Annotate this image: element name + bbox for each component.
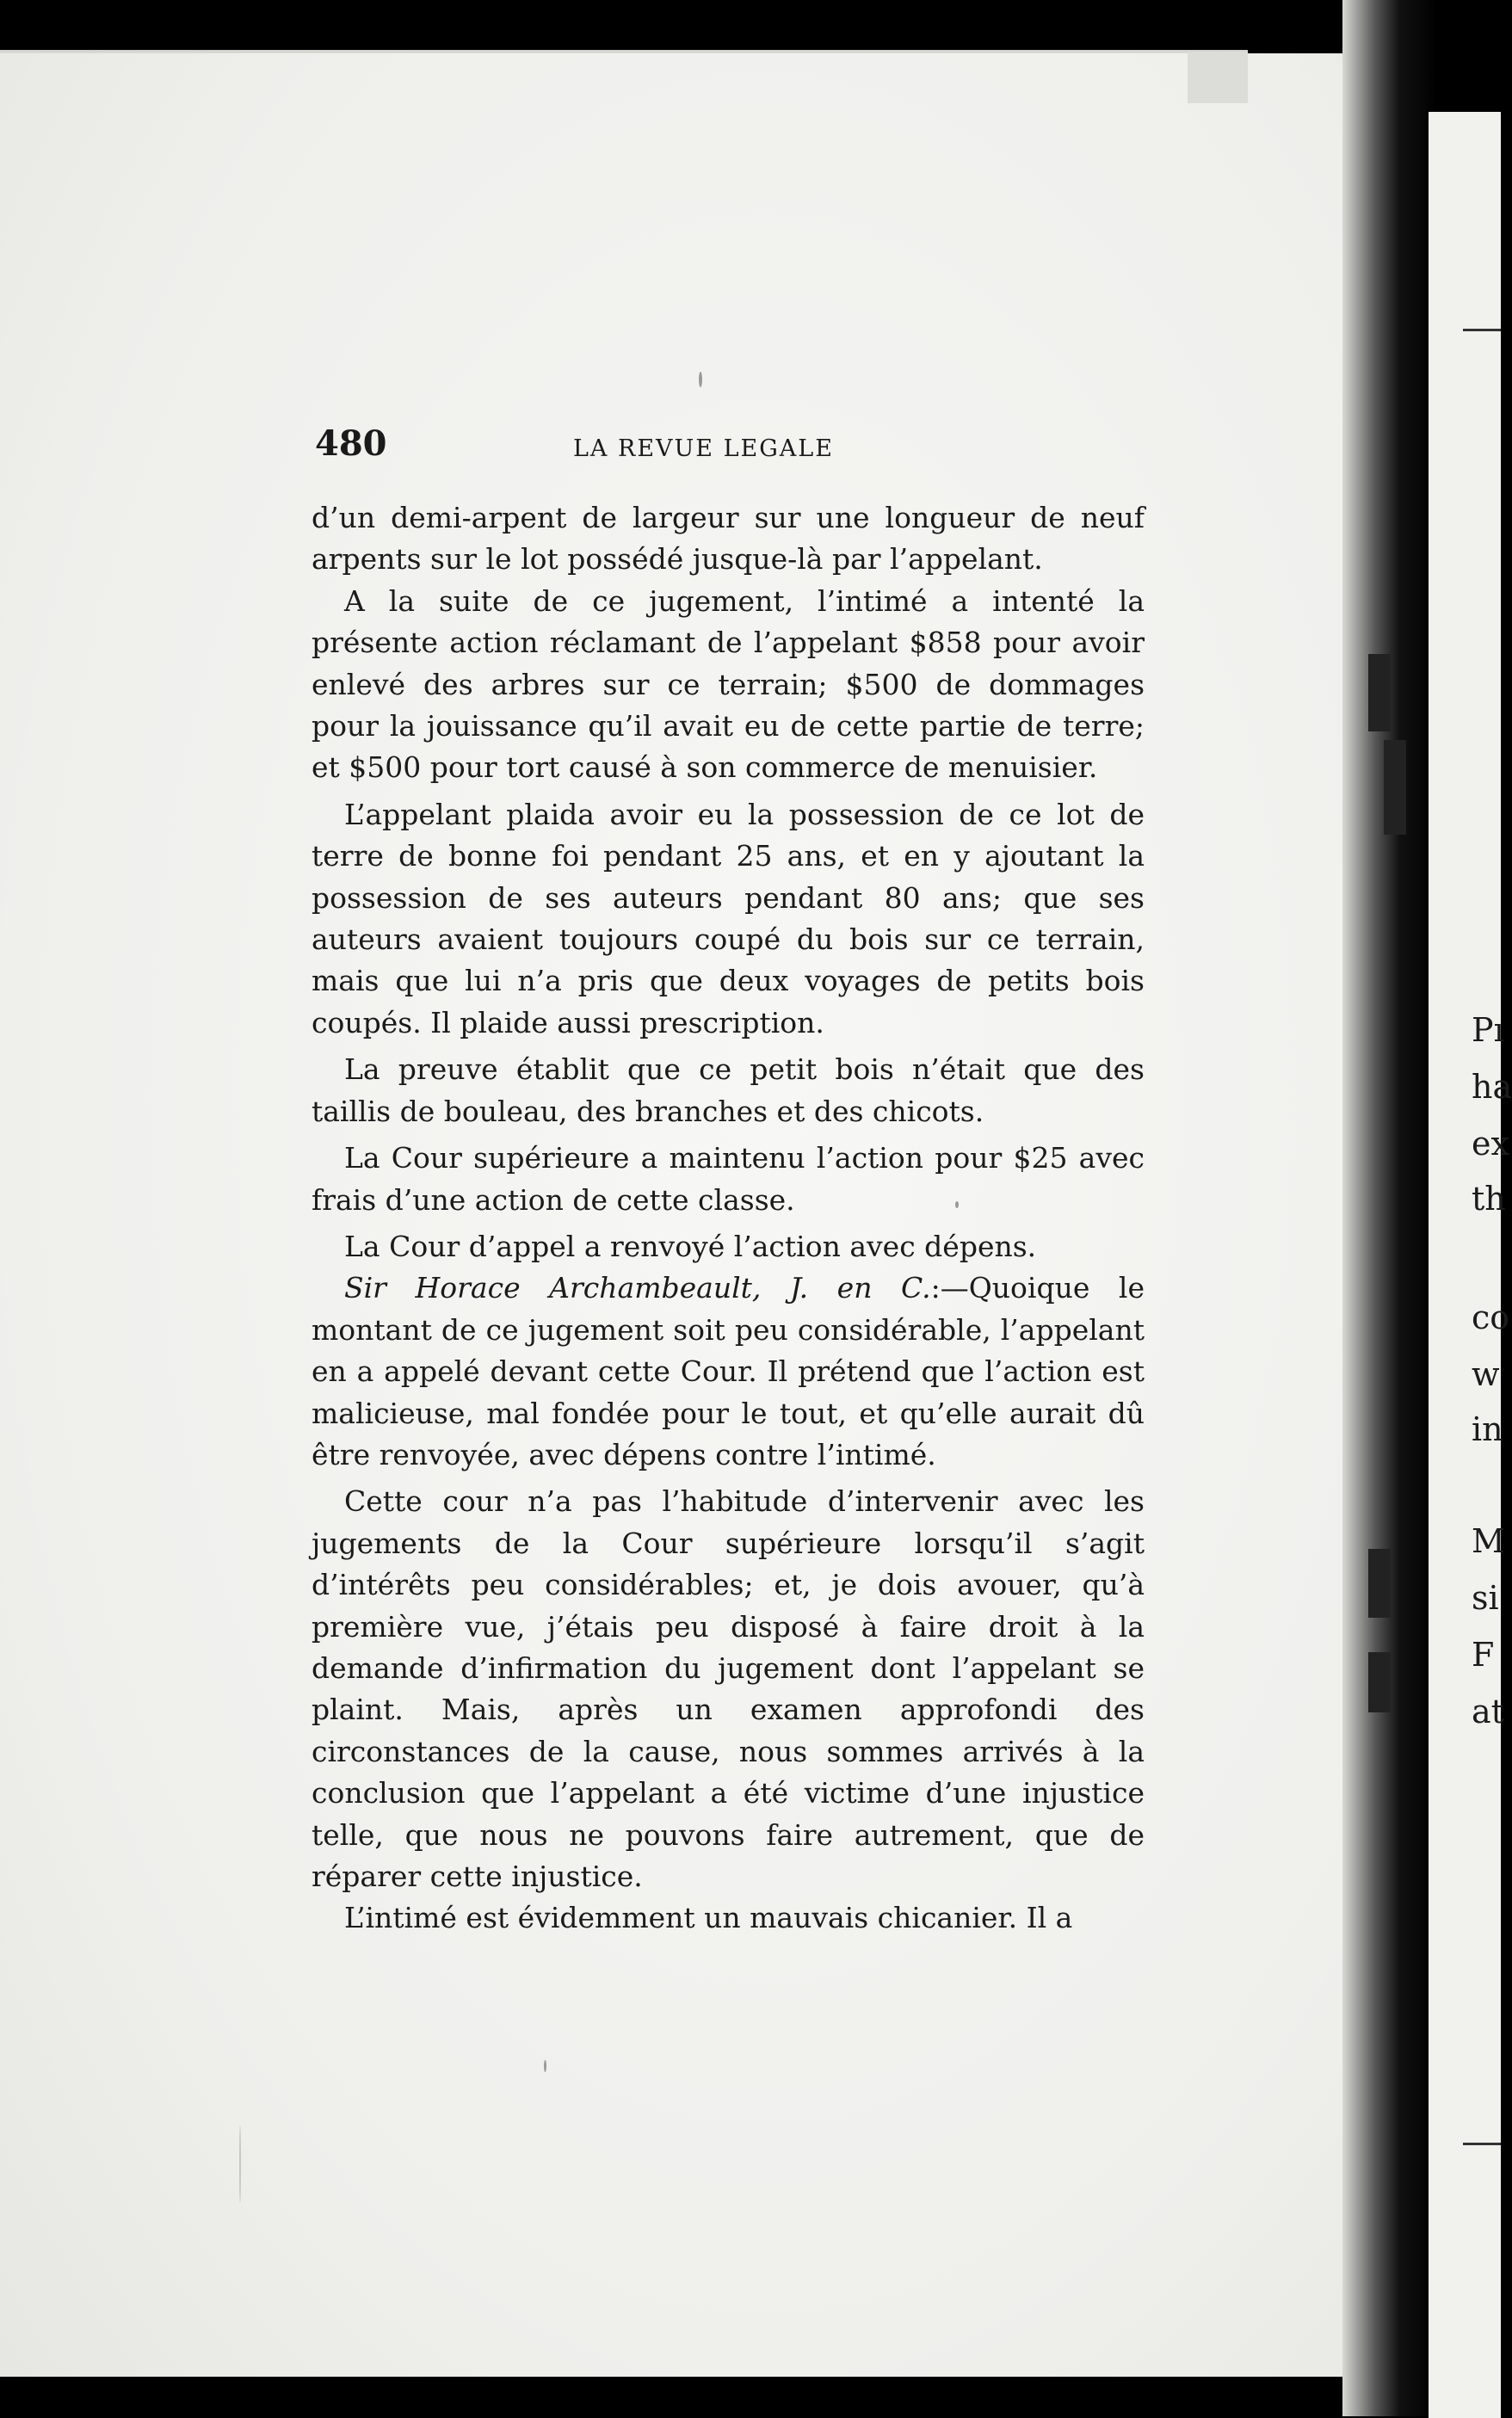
body-text [312, 497, 1145, 1940]
page-corner [1188, 52, 1248, 103]
paragraph: L’intimé est évidemment un mauvais chicanier. Il a [344, 1901, 1073, 1935]
scan-speck [239, 2125, 241, 2203]
page-number: 480 [315, 423, 387, 464]
paragraph: La Cour supérieure a maintenu l’action pour $25 avec frais d’une action de cette classe. [312, 1141, 1145, 1217]
running-title: LA REVUE LEGALE [573, 435, 834, 462]
facing-page [1429, 112, 1501, 2418]
paragraph-text: :—Quoique le montant de ce jugement soit peu considérable, l’appelant en a appelé devant cette Cour. Il prétend que l’action est malicieuse, mal fondée pour le tout, et qu’elle aurait dû être renvoyée, avec dépens contre l’intimé. [312, 1271, 1145, 1471]
binding-tab [1368, 1549, 1391, 1618]
binding-gutter [1342, 0, 1437, 2416]
facing-fragment: si [1472, 1579, 1499, 1617]
facing-fragment: w [1472, 1355, 1500, 1393]
facing-fragment: F [1472, 1636, 1495, 1674]
facing-fragment: ha [1472, 1068, 1512, 1106]
binding-tab [1368, 654, 1391, 731]
paragraph: Cette cour n’a pas l’habitude d’intervenir avec les jugements de la Cour supérieure lorsqu’il s’agit d’intérêts peu considérables; et, je dois avouer, qu’à première vue, j’étais peu disposé à faire droit à la demande d’infirmation du jugement dont l’appelant se plaint. Mais, après un examen approfondi des circonstances de la cause, nous sommes arrivés à la conclusion que l’appelant a été victime d’une injustice telle, que nous ne pouvons faire autrement, que de réparer cette injustice. [312, 1484, 1145, 1893]
paragraph: La preuve établit que ce petit bois n’était que des taillis de bouleau, des branches et des chicots. [312, 1052, 1145, 1128]
facing-fragment: M [1472, 1522, 1505, 1560]
judge-name: Sir Horace Archambeault, J. en C. [344, 1271, 931, 1305]
facing-page-rule [1463, 2143, 1501, 2145]
binding-tab [1368, 1652, 1391, 1712]
facing-fragment: co [1472, 1298, 1510, 1336]
facing-fragment: Pı [1472, 1011, 1504, 1049]
scan-speck [544, 2060, 546, 2072]
paragraph: A la suite de ce jugement, l’intimé a intenté la présente action réclamant de l’appelant $858 pour avoir enlevé des arbres sur ce terrain; $500 de dommages pour la jouissance qu’il avait eu de cette partie de terre; et $500 pour tort causé à son commerce de menuisier. [312, 583, 1145, 785]
scan-speck [699, 372, 702, 387]
facing-fragment: in [1472, 1410, 1503, 1448]
facing-fragment: ex [1472, 1125, 1509, 1163]
paragraph: La Cour d’appel a renvoyé l’action avec dépens. [344, 1229, 1037, 1263]
paragraph: d’un demi-arpent de largeur sur une longueur de neuf arpents sur le lot possédé jusque-là par l’appelant. [312, 501, 1145, 577]
paragraph [312, 1268, 1145, 1476]
facing-fragment: at [1472, 1693, 1504, 1730]
facing-fragment: th [1472, 1180, 1506, 1218]
paragraph: L’appelant plaida avoir eu la possession de ce lot de terre de bonne foi pendant 25 ans, et en y ajoutant la possession de ses auteurs pendant 80 ans; que ses auteurs avaient toujours coupé du bois sur ce terrain, mais que lui n’a pris que deux voyages de petits bois coupés. Il plaide aussi prescription. [312, 797, 1145, 1039]
page-header [315, 423, 1141, 475]
facing-page-rule [1463, 329, 1501, 331]
binding-tab [1384, 740, 1406, 835]
